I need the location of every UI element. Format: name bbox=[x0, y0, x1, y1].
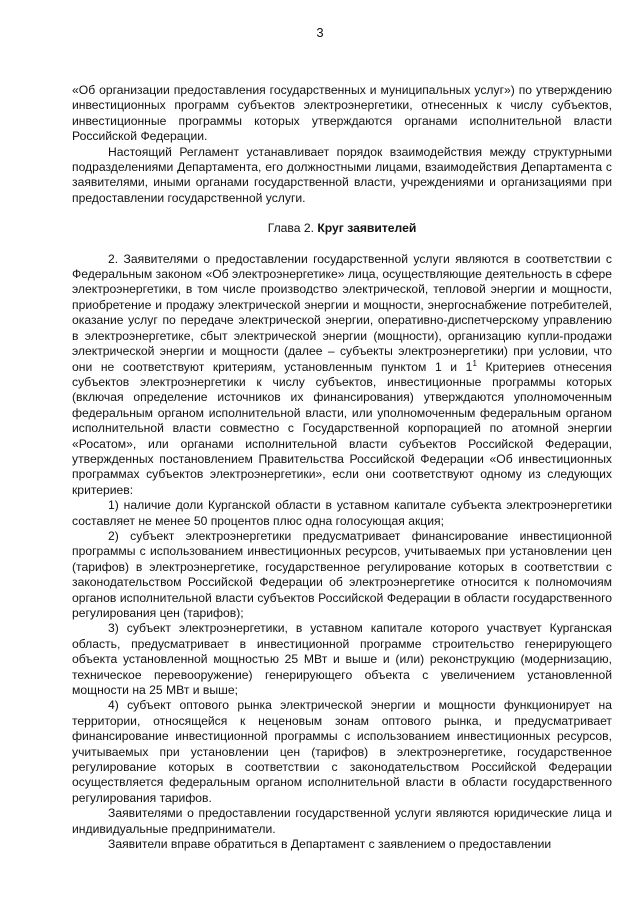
intro-paragraph-2: Настоящий Регламент устанавливает порядок взаимодействия между структурными подразделениями Департамента, его должностными лицами, взаимодействия Департамента с заявителями, иными органами государственной власти, учреждениями и организациями при предоставлении государственной услуги. bbox=[72, 144, 612, 205]
document-body bbox=[72, 83, 612, 853]
footnote-superscript: 1 bbox=[472, 358, 477, 368]
chapter-prefix: Глава 2. bbox=[267, 221, 318, 236]
criterion-1: 1) наличие доли Курганской области в уставном капитале субъекта электроэнергетики составляет не менее 50 процентов плюс одна голосующая акция; bbox=[72, 498, 612, 528]
chapter-title: Круг заявителей bbox=[317, 221, 417, 236]
chapter-heading bbox=[72, 221, 612, 236]
page-number: 3 bbox=[316, 25, 324, 40]
applicants-right-paragraph: Заявители вправе обратиться в Департамент с заявлением о предоставлении bbox=[108, 837, 552, 852]
section-2-text-part1: 2. Заявителями о предоставлении государственной услуги являются в соответствии с Федеральным законом «Об электроэнергетике» лица, осуществляющие деятельность в сфере электроэнергетики, в том числе производство электрической, тепловой энергии и мощности, приобретение и продажу электрической энергии и мощности, энергоснабжение потребителей, оказание услуг по передаче электрической энергии, оперативно-диспетчерскому управлению в электроэнергетике, сбыт электрической энергии (мощности), организацию купли-продажи электрической энергии и мощности (далее – субъекты электроэнергетики) при условии, что они не соответствуют критериям, установленным пунктом 1 и 1 bbox=[72, 251, 612, 374]
section-2-text-part2: Критериев отнесения субъектов электроэнергетики к числу субъектов, инвестиционные программы которых (включая определение источников их финансирования) утверждаются уполномоченным федеральным органом исполнительной власти, или уполномоченным федеральным органом исполнительной власти совместно с Государственной корпорацией по атомной энергии «Росатом», или органами исполнительной власти субъектов Российской Федерации, утвержденных постановлением Правительства Российской Федерации «Об инвестиционных программах субъектов электроэнергетики», если они соответствуют одному из следующих критериев: bbox=[72, 359, 612, 497]
intro-paragraph-1: «Об организации предоставления государственных и муниципальных услуг») по утверждению инвестиционных программ субъектов электроэнергетики, отнесенных к числу субъектов, инвестиционные программы которых утверждаются органами исполнительной власти Российской Федерации. bbox=[72, 83, 612, 144]
section-2-paragraph bbox=[72, 252, 612, 499]
criterion-2: 2) субъект электроэнергетики предусматривает финансирование инвестиционной программы с использованием инвестиционных ресурсов, учитываемых при установлении цен (тарифов) в электроэнергетике, государственное регулирование которых в соответствии с законодательством Российской Федерации об электроэнергетике относится к полномочиям органов исполнительной власти субъектов Российской Федерации в области государственного регулирования цен (тарифов); bbox=[72, 528, 612, 620]
applicants-paragraph: Заявителями о предоставлении государственной услуги являются юридические лица и индивидуальные предприниматели. bbox=[72, 806, 612, 836]
criterion-4: 4) субъект оптового рынка электрической энергии и мощности функционирует на территории, относящейся к неценовым зонам оптового рынка, и предусматривает финансирование инвестиционной программы с использованием инвестиционных ресурсов, учитываемых при установлении цен (тарифов) в электроэнергетике, государственное регулирование которых в соответствии с законодательством Российской Федерации осуществляется федеральным органом исполнительной власти в области государственного регулирования тарифов. bbox=[72, 698, 612, 805]
criterion-3: 3) субъект электроэнергетики, в уставном капитале которого участвует Курганская область, предусматривает в инвестиционной программе строительство генерирующего объекта установленной мощностью 25 МВт и выше и (или) реконструкцию (модернизацию, техническое перевооружение) генерирующего объекта с увеличением установленной мощности на 25 МВт и выше; bbox=[72, 621, 612, 698]
